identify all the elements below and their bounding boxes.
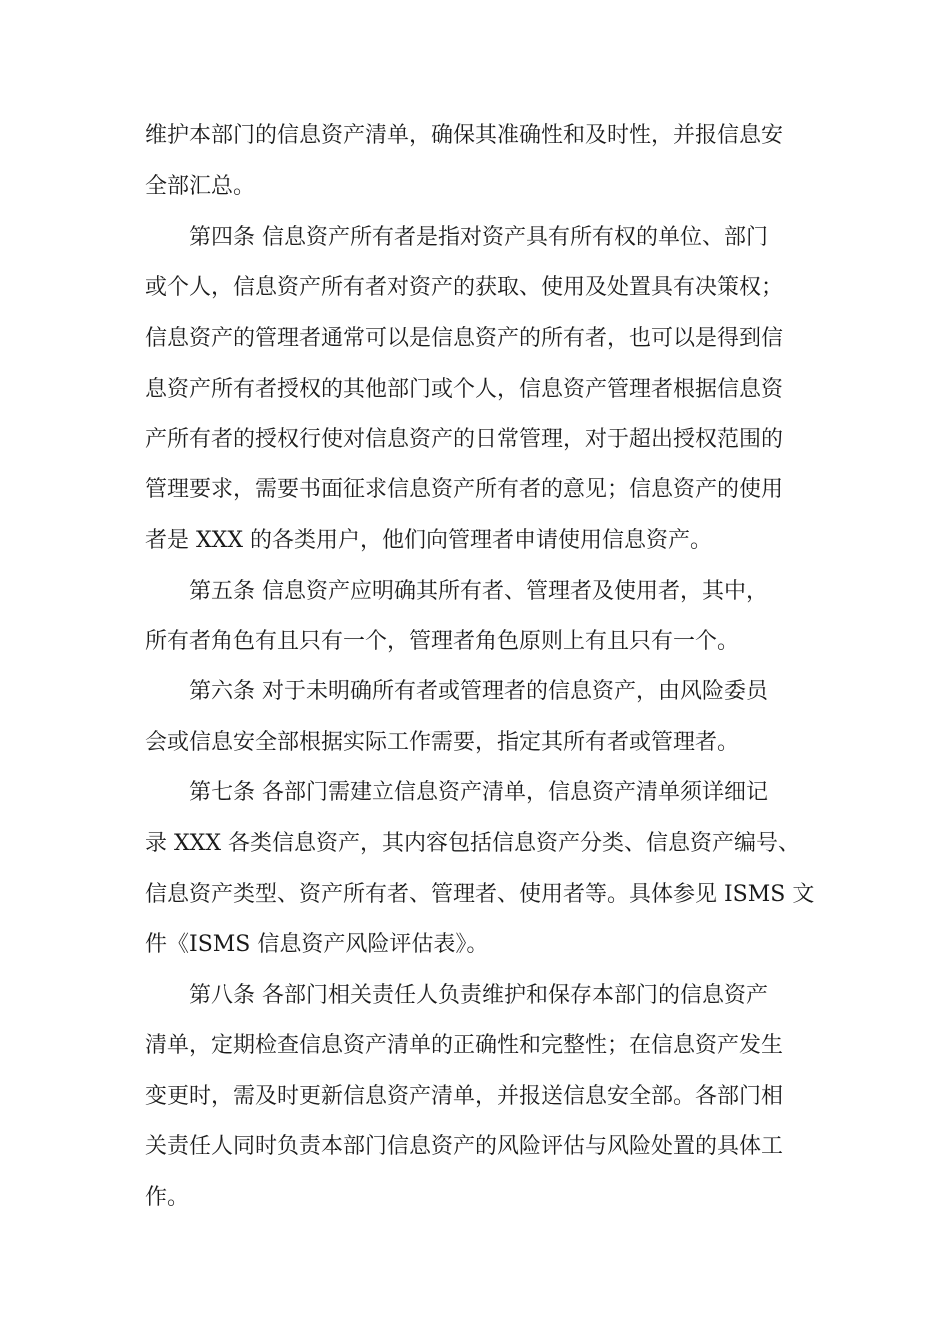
text-line: 维护本部门的信息资产清单，确保其准确性和及时性，并报信息安	[145, 123, 784, 148]
text-line: 产所有者的授权行使对信息资产的日常管理，对于超出授权范围的	[145, 427, 784, 452]
text-line: 第五条 信息资产应明确其所有者、管理者及使用者，其中，	[189, 579, 768, 604]
text-line: 第六条 对于未明确所有者或管理者的信息资产，由风险委员	[189, 679, 768, 704]
text-line: 作。	[145, 1185, 190, 1210]
text-line: 件《ISMS 信息资产风险评估表》。	[145, 932, 489, 957]
text-line: 者是 XXX 的各类用户，他们向管理者申请使用信息资产。	[145, 528, 712, 553]
text-line: 第七条 各部门需建立信息资产清单，信息资产清单须详细记	[189, 780, 768, 805]
text-line: 关责任人同时负责本部门信息资产的风险评估与风险处置的具体工	[145, 1134, 784, 1159]
text-line: 变更时，需及时更新信息资产清单，并报送信息安全部。各部门相	[145, 1084, 784, 1109]
text-line: 信息资产的管理者通常可以是信息资产的所有者，也可以是得到信	[145, 326, 784, 351]
text-line: 管理要求，需要书面征求信息资产所有者的意见；信息资产的使用	[145, 477, 784, 502]
text-line: 信息资产类型、资产所有者、管理者、使用者等。具体参见 ISMS 文	[145, 882, 815, 907]
text-line: 或个人，信息资产所有者对资产的获取、使用及处置具有决策权；	[145, 275, 784, 300]
text-line: 全部汇总。	[145, 174, 256, 199]
text-line: 录 XXX 各类信息资产，其内容包括信息资产分类、信息资产编号、	[145, 831, 800, 856]
text-line: 所有者角色有且只有一个，管理者角色原则上有且只有一个。	[145, 629, 740, 654]
text-line: 清单，定期检查信息资产清单的正确性和完整性；在信息资产发生	[145, 1033, 784, 1058]
text-line: 息资产所有者授权的其他部门或个人，信息资产管理者根据信息资	[145, 377, 784, 402]
text-line: 第四条 信息资产所有者是指对资产具有所有权的单位、部门	[189, 225, 768, 250]
text-line: 会或信息安全部根据实际工作需要，指定其所有者或管理者。	[145, 730, 740, 755]
text-line: 第八条 各部门相关责任人负责维护和保存本部门的信息资产	[189, 983, 768, 1008]
